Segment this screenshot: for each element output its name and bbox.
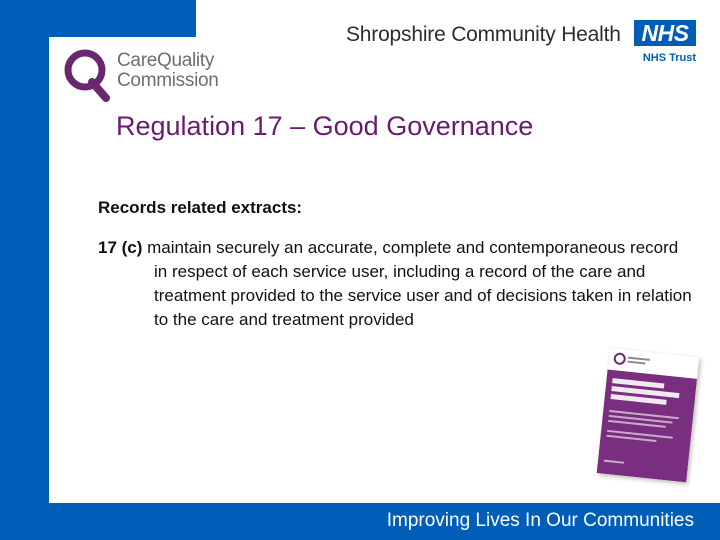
cqc-logo-line2: Commission <box>117 70 219 91</box>
regulation-code: 17 (c) <box>98 238 143 257</box>
top-blue-bar <box>0 0 196 37</box>
cqc-logo-line1: CareQuality <box>117 50 215 71</box>
cqc-logo <box>62 46 237 102</box>
nhs-logo: NHS <box>634 20 696 46</box>
booklet-cover <box>597 348 700 483</box>
nhs-trust-label: NHS Trust <box>642 52 696 64</box>
trust-name: Shropshire Community Health <box>346 23 621 46</box>
intro-heading: Records related extracts: <box>98 198 303 217</box>
cqc-q-icon <box>62 46 112 102</box>
left-blue-bar <box>0 0 49 540</box>
regulation-body: maintain securely an accurate, complete and contemporaneous record in respect of each service user, including a record of the care and treatment provided to the service user and of decisions taken in relation to the care and treatment provided <box>142 238 692 329</box>
guidance-booklet-image <box>597 348 700 483</box>
regulation-paragraph <box>98 236 694 332</box>
footer-tagline: Improving Lives In Our Communities <box>386 510 694 531</box>
page-title: Regulation 17 – Good Governance <box>116 111 534 141</box>
